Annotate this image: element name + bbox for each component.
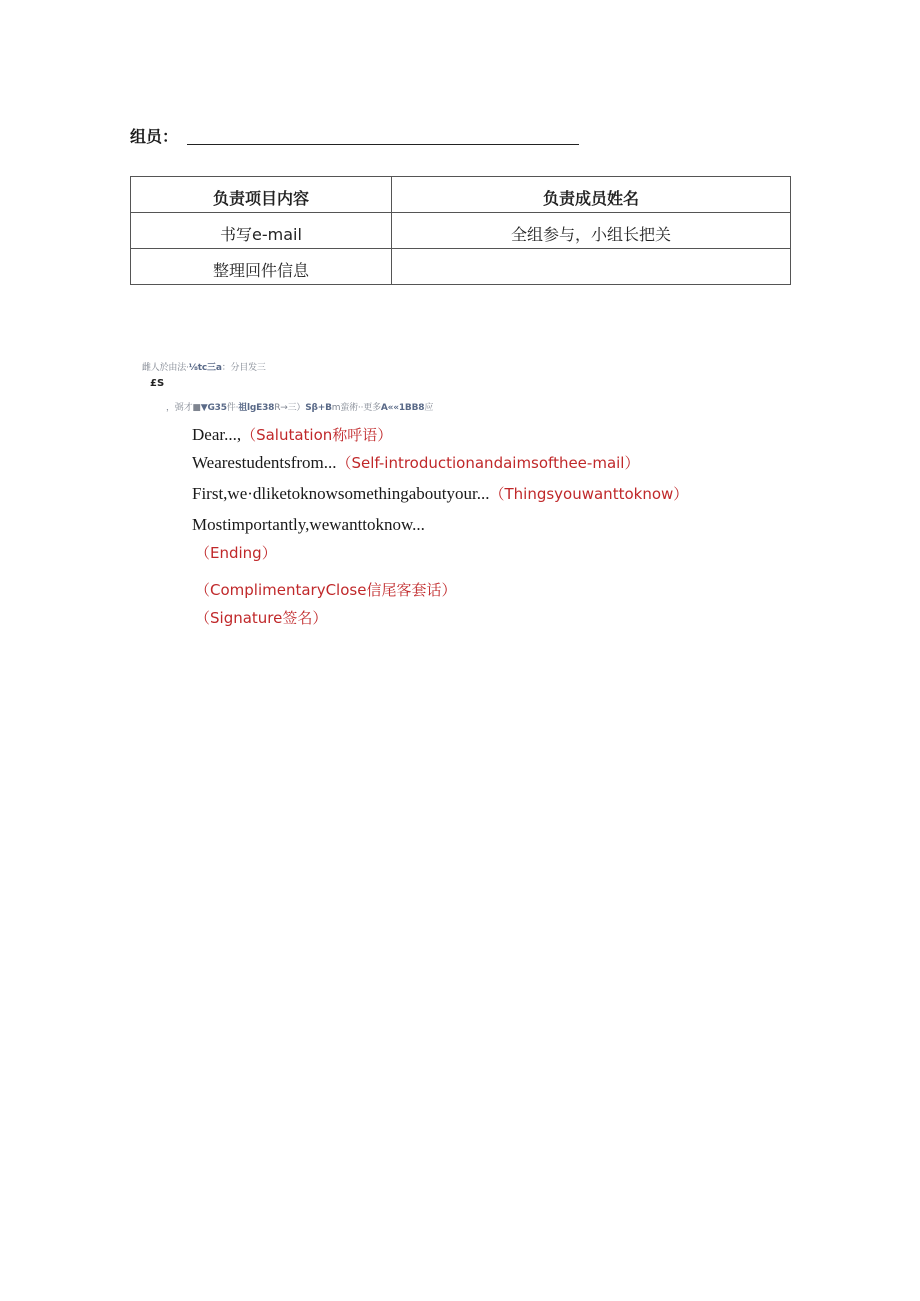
members-label: 组员：: [130, 127, 179, 146]
members-blank-line[interactable]: [187, 144, 579, 145]
faint-line-2: ，弼才■▼G35件·祖lgE38R→三）Sβ+Bm蛮術··更多A««1BB8应: [166, 403, 434, 413]
members-row: [130, 124, 590, 148]
template-salutation: Dear...,（Salutation称呼语）: [192, 425, 393, 444]
template-signature: （Signature签名）: [195, 609, 328, 627]
table-cell: 书写e-mail: [131, 213, 392, 249]
template-complimentary-close: （ComplimentaryClose信尾客套话）: [195, 581, 457, 599]
header-project-content: 负责项目内容: [131, 177, 392, 213]
header-member-name: 负责成员姓名: [392, 177, 791, 213]
faint-mark: £S: [150, 378, 165, 389]
table-cell: 整理回件信息: [131, 249, 392, 285]
template-ending: （Ending）: [195, 544, 277, 562]
table-row: [131, 213, 791, 249]
template-things-to-know: First,we·dliketoknowsomethingaboutyour...（Thingsyouwanttoknow）: [192, 484, 689, 503]
duty-table: [130, 176, 791, 285]
table-cell: [392, 249, 791, 285]
template-most-importantly: Mostimportantly,wewanttoknow...: [192, 515, 425, 534]
table-row: [131, 249, 791, 285]
table-cell: 全组参与，小组长把关: [392, 213, 791, 249]
faint-line-1: 雌人於由法·⅛tc三a：分目发三: [142, 363, 266, 373]
template-introduction: Wearestudentsfrom...（Self-introductionandaimsofthee-mail）: [192, 453, 640, 472]
table-header-row: [131, 177, 791, 213]
